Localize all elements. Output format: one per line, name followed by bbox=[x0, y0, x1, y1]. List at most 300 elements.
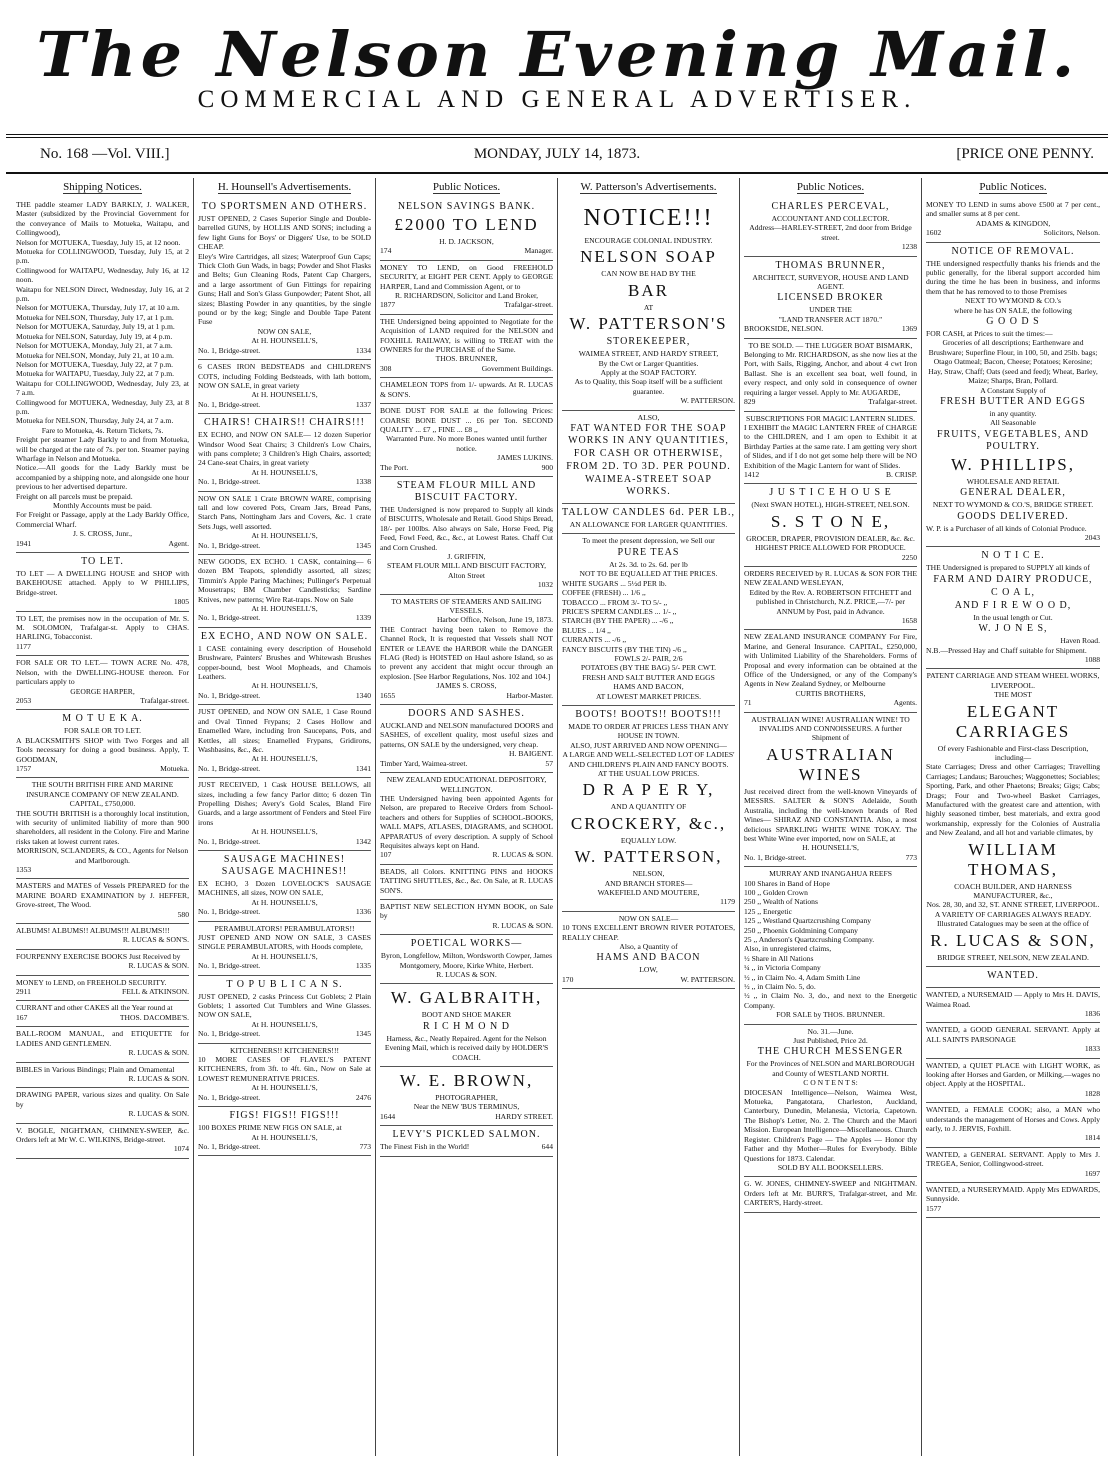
section-wanted bbox=[926, 967, 1100, 988]
ad-hymn-book bbox=[380, 900, 553, 935]
ad-subheading: ARCHITECT, SURVEYOR, HOUSE AND LAND AGENT. bbox=[752, 272, 909, 292]
ad-signature: At H. HOUNSELL'S, bbox=[251, 467, 318, 477]
sailing: Waitapu for COLLINGWOOD, Wednesday, July 23, at 7 a.m. bbox=[16, 378, 189, 398]
ad-footer: 174 Manager. bbox=[380, 246, 553, 256]
ad-wanted bbox=[926, 1148, 1100, 1183]
ad-number: 1697 bbox=[1084, 1168, 1100, 1178]
ad-drawing-paper bbox=[16, 1088, 189, 1123]
ad-signature: W. PATTERSON. bbox=[680, 396, 735, 406]
column-heading: Public Notices. bbox=[796, 181, 865, 193]
ad-notice-of-removal bbox=[926, 243, 1100, 548]
ad-text: AN ALLOWANCE FOR LARGER QUANTITIES. bbox=[569, 520, 728, 530]
ad-text: NOW ON SALE, bbox=[257, 326, 312, 336]
ad-signature: H. BAIGENT. bbox=[509, 749, 553, 759]
ad-text: Freight per steamer Lady Barkly to and from Motueka, will be charged at the rate of 7s. per ton. Steamer paying Wharfage in Nelson and Motueka. bbox=[16, 435, 189, 463]
section-heading: CHAIRS! CHAIRS!! CHAIRS!!! bbox=[203, 417, 365, 429]
ad-footer: 1757 Motueka. bbox=[16, 763, 189, 773]
price-item: STARCH (BY THE PAPER) ... -/6 ,, bbox=[562, 616, 674, 626]
ad-footer: No. 1, Bridge-street. 1338 bbox=[198, 477, 371, 487]
ad-bedsteads bbox=[198, 360, 371, 414]
ad-text: 10 TONS EXCELLENT BROWN RIVER POTATOES, REALLY CHEAP. bbox=[562, 923, 735, 942]
ad-text: WANTED, a QUIET PLACE with LIGHT WORK, as looking after Horses and Garden, or Milking,—wages no object. Apply at the HOSPITAL. bbox=[926, 1060, 1100, 1089]
section-heading: HAMS AND BACON bbox=[596, 952, 701, 964]
ad-text: THE Undersigned is prepared to SUPPLY all kinds of bbox=[926, 563, 1090, 573]
ad-text: NOW ON SALE— bbox=[618, 913, 679, 923]
ad-adams-kingdon bbox=[926, 198, 1100, 243]
ad-display-text: W. E. BROWN, bbox=[399, 1071, 534, 1091]
ad-wanted bbox=[926, 1059, 1100, 1104]
ad-footer: 1412 B. CRISP. bbox=[744, 469, 917, 479]
sailing: Collingwood for WAITAPU, Wednesday, July 16, at 12 noon. bbox=[16, 265, 189, 285]
ad-subheading: BOOT AND SHOE MAKER bbox=[421, 1010, 512, 1020]
ad-signature: At H. HOUNSELL'S, bbox=[251, 604, 318, 614]
ad-murray-reefs bbox=[744, 867, 917, 1025]
ad-footer: The Port. 900 bbox=[380, 462, 553, 472]
ad-text: where he has ON SALE, the following bbox=[954, 305, 1072, 315]
ad-footer: 2911 FELL & ATKINSON. bbox=[16, 987, 189, 997]
sailing: Nelson for MOTUEKA, Monday, July 21, at 7 a.m. bbox=[16, 341, 173, 351]
ad-display-text: S. S T O N E, bbox=[770, 511, 891, 531]
price-item: COFFEE (FRESH) ... 1/6 ,, bbox=[562, 588, 646, 598]
price-item: FRESH AND SALT BUTTER AND EGGS bbox=[582, 672, 715, 682]
ad-text: By the Cwt or Larger Quantities. bbox=[598, 358, 699, 368]
ad-text: WHOLESALE AND RETAIL bbox=[966, 476, 1060, 486]
ad-text: Groceries of all descriptions; Earthenware and Brushware; Superfine Flour, in 100, 50, and 25lb. bags; Otago Oatmeal; Bacon, Cheese; Potatoes; Kerosine; Hay, Straw, Chaff; Oats (seed and feed); Wheat, Barley, Maize; Sharps, Bran, Pollard. bbox=[928, 338, 1098, 386]
sailing: Nelson for MOTUEKA, Tuesday, July 22, at 7 p.m. bbox=[16, 359, 174, 369]
ad-number: 1833 bbox=[1084, 1044, 1100, 1054]
share-item: ½ Share in All Nations bbox=[744, 953, 814, 963]
ad-footer: 1941 Agent. bbox=[16, 538, 189, 548]
ad-footer: No. 1, Bridge-street. 773 bbox=[198, 1141, 371, 1151]
ad-text: BALL-ROOM MANUAL, and ETIQUETTE for LADIES AND GENTLEMEN. bbox=[16, 1029, 189, 1048]
ad-display-text: CROCKERY, &c., bbox=[570, 813, 727, 833]
ad-text: JUST OPENED AND NOW ON SALE, 3 CASES SINGLE PERAMBULATORS, with Hoods complete, bbox=[198, 933, 371, 952]
ad-potatoes bbox=[562, 912, 735, 989]
ad-text: UNDER THE bbox=[809, 305, 852, 315]
column-heading: Public Notices. bbox=[432, 181, 501, 193]
ad-text: All Seasonable bbox=[990, 418, 1036, 428]
section-heading: FROM 2D. TO 3D. PER POUND. bbox=[566, 461, 731, 473]
ad-signature: MORRISON, SCLANDERS, & CO., Agents for Nelson and Marlborough. bbox=[16, 846, 189, 865]
ad-number: 1836 bbox=[1084, 1008, 1100, 1018]
ad-text: 10 MORE CASES OF FLAVEL'S PATENT KITCHENERS, from 3ft. to 4ft. 6in., Now on Sale at LOWEST REMUNERATIVE PRICES. bbox=[198, 1055, 371, 1083]
ad-signature: At H. HOUNSELL'S, bbox=[251, 1019, 318, 1029]
section-heading: TO SPORTSMEN AND OTHERS. bbox=[201, 201, 368, 212]
ad-subheading: COACH BUILDER, AND HARNESS MANUFACTURER, &c., bbox=[954, 881, 1072, 901]
ad-footer: 1602 Solicitors, Nelson. bbox=[926, 228, 1100, 238]
ad-wanted bbox=[926, 988, 1100, 1023]
ad-display-text: W. PHILLIPS, bbox=[951, 454, 1075, 474]
ad-display-text: D R A P E R Y, bbox=[582, 780, 715, 800]
ad-text: ORDERS RECEIVED by R. LUCAS & SON FOR THE NEW ZEALAND WESLEYAN, bbox=[744, 568, 917, 588]
ad-signature: At H. HOUNSELL'S, bbox=[251, 897, 318, 907]
ad-subheading: KITCHENERS!! KITCHENERS!!! bbox=[229, 1045, 340, 1055]
ad-text: Address—HARLEY-STREET, 2nd door from Bridge street. bbox=[749, 223, 912, 242]
ad-text: NOW ON SALE 1 Crate BROWN WARE, comprising tall and low covered Pots, Cream Jars, Bread Pans, Starch Pans, Nottingham Jars and Covers, &c. 1 crate Sets Jugs, well assorted. bbox=[198, 493, 371, 531]
ad-text: WANTED, a GENERAL SERVANT. Apply to Mrs J. TREGEA, Senior, Collingwood-street. bbox=[926, 1149, 1100, 1169]
column-public-notices-1 bbox=[376, 178, 558, 1456]
share-item: 125 ,, Westland Quartzcrushing Company bbox=[744, 916, 872, 926]
share-item: ½ ,, in Claim No. 3, do., and next to the Energetic Company. bbox=[744, 991, 917, 1010]
ad-text: MONEY TO LEND in sums above £500 at 7 per cent., and smaller sums at 8 per cent. bbox=[926, 200, 1100, 219]
ad-text: G. W. JONES, CHIMNEY-SWEEP and NIGHTMAN. Orders left at Mr. BURR'S, Trafalgar-street, and Mr. CARTER'S, Hardy-street. bbox=[744, 1179, 917, 1208]
ad-lady-barkly bbox=[16, 198, 189, 553]
ad-text: I EXHIBIT the MAGIC LANTERN FREE of CHARGE to the CHILDREN, and I am open to Exhibit it at Birthday Parties at the same rate. I am getting very short of Slides, and if I do not get some help there will be NO Exhibition of the Magic Lantern for want of Slides. bbox=[744, 422, 917, 470]
ad-footer: 71 Agents. bbox=[744, 698, 917, 708]
ad-railway-land bbox=[380, 315, 553, 378]
ad-signature: CURTIS BROTHERS, bbox=[795, 688, 866, 698]
dateline bbox=[12, 146, 1102, 164]
ad-text: THE Contract having been taken to Remove the Channel Rock, It is requested that Vessels shall NOT ENTER or LEAVE the HARBOR while the DANGER FLAG (Red) is HOISTED on Haul ashore Island, so as to prevent any accident that might occur through an explosion. [See Harbor Regulations, Nos. 102 and 104.] bbox=[380, 624, 553, 681]
ad-signature: ADAMS & KINGDON, bbox=[975, 218, 1051, 228]
ad-text: 6 CASES IRON BEDSTEADS and CHILDREN'S COTS, including Folding Bedsteads, with lath bottom, NOW ON SALE, in great variety bbox=[198, 362, 371, 390]
ad-town-acre bbox=[16, 656, 189, 710]
section-heading: FRUITS, VEGETABLES, AND POULTRY. bbox=[936, 428, 1090, 452]
ad-signature: JAMES S. CROSS, bbox=[436, 681, 497, 691]
ad-currant-cakes bbox=[16, 1001, 189, 1027]
ad-masters-mates bbox=[16, 879, 189, 924]
ad-text: THE SOUTH BRITISH is a thoroughly local institution, with security of unlimited liability of more than 900 shareholders, all resident in the Colony. Fire and Marine risks taken at lowest current rates. bbox=[16, 808, 189, 846]
newspaper-subtitle: COMMERCIAL AND GENERAL ADVERTISER. bbox=[197, 86, 917, 113]
ad-subheading: TO MASTERS OF STEAMERS AND SAILING VESSELS. bbox=[391, 596, 542, 615]
ad-display-text: BAR bbox=[628, 280, 669, 300]
section-heading: NOTICE OF REMOVAL. bbox=[951, 245, 1075, 257]
ad-justice-house bbox=[744, 484, 917, 567]
section-heading: TO LET. bbox=[81, 556, 124, 568]
section-heading: LICENSED BROKER bbox=[777, 292, 884, 304]
section-heading: NELSON SAVINGS BANK. bbox=[397, 201, 536, 212]
ad-signature: JAMES LUKINS. bbox=[497, 453, 553, 463]
ad-bellows bbox=[198, 778, 371, 851]
ad-magic-lantern bbox=[744, 412, 917, 485]
ad-signature: R. LUCAS & SON'S. bbox=[122, 935, 189, 945]
ad-number: 1088 bbox=[1084, 654, 1100, 664]
section-heading: FAT WANTED FOR THE SOAP WORKS IN ANY QUANTITIES, bbox=[568, 423, 729, 447]
share-item: Also, in unregistered claims, bbox=[744, 944, 832, 954]
ad-footer: 1655 Harbor-Master. bbox=[380, 690, 553, 700]
ad-subheading: MURRAY AND INANGAHUA REEFS bbox=[769, 869, 892, 879]
ad-text: Haven Road. bbox=[1060, 636, 1100, 646]
section-heading: THE CHURCH MESSENGER bbox=[757, 1046, 904, 1058]
ad-text: BONE DUST FOR SALE at the following Prices: COARSE BONE DUST ... £6 per Ton. SECOND QUALITY ... £7 ,, FINE ... £8 ,, bbox=[380, 406, 553, 434]
ad-kitcheners bbox=[198, 1044, 371, 1107]
share-item: ½ ,, in Claim No. 5, do. bbox=[744, 982, 816, 991]
ad-text: EQUALLY LOW. bbox=[620, 835, 677, 845]
ad-text: No. 31.—June. bbox=[807, 1026, 854, 1036]
ad-text: FOURPENNY EXERCISE BOOKS Just Received by bbox=[16, 951, 181, 961]
ad-footer: No. 1, Bridge-street. 1337 bbox=[198, 399, 371, 409]
ad-footer: No. 1, Bridge-street. 1345 bbox=[198, 540, 371, 550]
ad-footer: 1644 HARDY STREET. bbox=[380, 1111, 553, 1121]
ad-footer: No. 1, Bridge-street. 1340 bbox=[198, 690, 371, 700]
ad-subheading: SUBSCRIPTIONS FOR MAGIC LANTERN SLIDES. bbox=[746, 413, 915, 423]
ad-fat-wanted bbox=[562, 411, 735, 504]
ad-galbraith bbox=[380, 984, 553, 1067]
ad-text: NELSON, bbox=[632, 869, 665, 879]
ad-text: BRIDGE STREET, NELSON, NEW ZEALAND. bbox=[937, 952, 1089, 962]
price-item: POTATOES (BY THE BAG) 5/- PER CWT. bbox=[580, 663, 717, 673]
ad-text: LOW, bbox=[639, 965, 658, 975]
ad-text: SOLD BY ALL BOOKSELLERS. bbox=[777, 1162, 884, 1172]
title-word-2: Nelson bbox=[216, 18, 495, 91]
ad-text: ALSO, JUST ARRIVED AND NOW OPENING— bbox=[570, 740, 727, 750]
section-heading: T O P U B L I C A N S. bbox=[226, 978, 343, 990]
ad-number: 1814 bbox=[1084, 1133, 1100, 1143]
section-heading: LEVY'S PICKLED SALMON. bbox=[392, 1129, 541, 1141]
ad-text: Harness, &c., Neatly Repaired. Agent for the Nelson Evening Mail, which is received daily by HOLDER'S COACH. bbox=[384, 1033, 549, 1062]
ad-text: AT THE USUAL LOW PRICES. bbox=[597, 769, 700, 778]
fare: Fare to Motueka, 4s. Return Tickets, 7s. bbox=[41, 425, 164, 435]
ad-jones-produce bbox=[926, 547, 1100, 669]
column-public-notices-2 bbox=[740, 178, 922, 1456]
ad-number: 1828 bbox=[1084, 1088, 1100, 1098]
column-hounsell bbox=[194, 178, 376, 1456]
ad-text: NEXT TO WYMOND & CO.'s bbox=[965, 296, 1061, 306]
ad-bone-dust bbox=[380, 404, 553, 477]
ad-signature: At H. HOUNSELL'S, bbox=[251, 1132, 318, 1142]
price-item: HAMS AND BACON, bbox=[613, 682, 684, 692]
ad-text: EX ECHO, 3 Dozen LOVELOCK'S SAUSAGE MACHINES, all sizes, NOW ON SALE, bbox=[198, 878, 371, 898]
ad-brown-photographer bbox=[380, 1067, 553, 1126]
ad-footer: 107 R. LUCAS & SON. bbox=[380, 850, 553, 860]
title-word-4: Mail. bbox=[871, 18, 1079, 91]
ad-signature: At H. HOUNSELL'S, bbox=[251, 531, 318, 541]
section-heading: EX ECHO, AND NOW ON SALE. bbox=[200, 630, 369, 642]
ad-brunner-architect bbox=[744, 257, 917, 339]
ad-footer: BROOKSIDE, NELSON. 1369 bbox=[744, 324, 917, 334]
ad-footer: No. 1, Bridge-street. 1345 bbox=[198, 1029, 371, 1039]
ad-text: Freight on all parcels must be prepaid. bbox=[16, 491, 133, 501]
ad-text: CAN NOW BE HAD BY THE bbox=[601, 269, 696, 279]
masthead-rule bbox=[6, 134, 1108, 138]
price-item: WHITE SUGARS ... 5½d PER lb. bbox=[562, 578, 667, 588]
ad-signature: At H. HOUNSELL'S, bbox=[251, 390, 318, 400]
ad-text: EX ECHO, and NOW ON SALE— 12 dozen Superior Windsor Wood Seat Chairs; 3 Children's Low Chairs, with pans complete; 3 Children's High Chairs, assorted; 24 Cane-seat Chairs, in great variety bbox=[198, 430, 371, 468]
ad-number: 1805 bbox=[173, 597, 189, 607]
ad-perambulators bbox=[198, 922, 371, 976]
ad-text: MONEY TO LEND, on Good FREEHOLD SECURITY, at EIGHT PER CENT. Apply to GEORGE HARPER, Land and Commission Agent, or to bbox=[380, 262, 553, 291]
column-public-notices-3 bbox=[922, 178, 1104, 1456]
price-item: FOWLS 2/- PAIR, 2/6 bbox=[614, 653, 683, 663]
ad-text: WAKEFIELD AND MOUTERE, bbox=[597, 888, 700, 898]
section-heading: POETICAL WORKS— bbox=[410, 938, 523, 950]
ad-text: 100 BOXES PRIME NEW FIGS ON SALE, at bbox=[198, 1123, 342, 1133]
ad-text: (Next SWAN HOTEL), HIGH-STREET, NELSON. bbox=[751, 500, 910, 510]
ad-text: TO LET, the premises now in the occupation of Mr. S. M. SOLOMON, Trafalgar-st. Apply to CHAS. HARLING, Tobacconist. bbox=[16, 613, 189, 642]
ad-text: THE MOST bbox=[994, 690, 1032, 700]
ad-steam-flour-mill bbox=[380, 477, 553, 595]
section-heading: WAIMEA-STREET SOAP WORKS. bbox=[585, 474, 712, 498]
ad-australian-wines bbox=[744, 713, 917, 867]
ad-display-text: W. PATTERSON, bbox=[574, 847, 723, 867]
ad-display-text: NELSON SOAP bbox=[580, 247, 717, 267]
ad-signature: At H. HOUNSELL'S, bbox=[251, 951, 318, 961]
ad-text: HIGHEST PRICE ALLOWED FOR PRODUCE. bbox=[755, 543, 906, 553]
ad-bibles bbox=[16, 1063, 189, 1089]
ad-footer: No. 1, Bridge-street. 1336 bbox=[198, 907, 371, 917]
ad-publicans bbox=[198, 976, 371, 1044]
ad-text: WAIMEA STREET, AND HARDY STREET, bbox=[578, 349, 719, 359]
ad-signature: H. D. JACKSON, bbox=[439, 237, 494, 246]
ad-signature: GEORGE HARPER, bbox=[70, 686, 135, 696]
ad-text: JUST OPENED, and NOW ON SALE, 1 Case Round and Oval Tinned Frypans; 2 Cases Hollow and Enamelled Ware, including Iron Saucepans, Pots, and Kettles, all sizes; Enamelled Frypans, Gridirons, Washbasins, &c., &c. bbox=[198, 707, 371, 754]
ad-number: 2043 bbox=[1084, 532, 1100, 542]
newspaper-title bbox=[36, 18, 1079, 91]
section-heading: FOR CASH OR OTHERWISE, bbox=[573, 448, 724, 460]
ad-text: THE Undersigned is now prepared to Supply all kinds of BISCUITS, Wholesale and Retail. Good Ships Bread, 18/- per 100lbs. Also always on Sale, Horse Feed, Pig Feed, Fowl Feed, &c., &c., at Lowest Rates. Chaff Cut and Corn Crushed. bbox=[380, 504, 553, 552]
share-item: ½ ,, in Claim No. 4, Adam Smith Line bbox=[744, 972, 861, 982]
share-item: 25 ,, Anderson's Quartzcrushing Company. bbox=[744, 934, 875, 944]
section-heading: GENERAL DEALER, bbox=[960, 487, 1066, 499]
ad-church-messenger bbox=[744, 1025, 917, 1178]
ad-ballroom-manual bbox=[16, 1027, 189, 1062]
ad-footer: 2053 Trafalgar-street. bbox=[16, 695, 189, 705]
ad-signature: At H. HOUNSELL'S, bbox=[251, 1083, 318, 1093]
ad-subheading: TO BE SOLD. — THE LUGGER BOAT BISMARK, bbox=[748, 340, 913, 350]
column-heading: H. Hounsell's Advertisements. bbox=[217, 181, 352, 193]
ad-harbor-notice bbox=[380, 595, 553, 705]
ad-footer: The Finest Fish in the World! 644 bbox=[380, 1142, 553, 1152]
ad-number: 2250 bbox=[901, 552, 917, 562]
ad-exercise-books bbox=[16, 950, 189, 976]
section-heading: TALLOW CANDLES 6d. PER LB., bbox=[562, 507, 735, 519]
title-word-3: Evening bbox=[520, 18, 844, 91]
price-item: CURRANTS ... -/6 ,, bbox=[562, 635, 627, 645]
ad-text: THE undersigned respectfully thanks his friends and the public generally, for the liberal support accorded him during the time he has been in business, and informs them that he has removed to to those Premises bbox=[926, 258, 1100, 296]
ad-text: MONEY to LEND, on FREEHOLD SECURITY. bbox=[16, 977, 167, 987]
ad-text: NEW ZEALAND INSURANCE COMPANY For Fire, Marine, and General Insurance. CAPITAL, £250,000, with Unlimited Liability of the Shareholders. Forms of Proposal and every information can be obtained at the Office of the Undersigned, or any of the Company's Agents in New Zealand Sydney, or Melbourne bbox=[744, 632, 917, 689]
ad-display-text: W. GALBRAITH, bbox=[390, 988, 543, 1008]
ad-chairs bbox=[198, 414, 371, 491]
section-heading: STOREKEEPER, bbox=[606, 336, 691, 348]
ad-boots bbox=[562, 706, 735, 912]
columns bbox=[12, 178, 1108, 1456]
ad-text: WANTED, a NURSEMAID — Apply to Mrs H. DAVIS, Waimea Road. bbox=[926, 990, 1100, 1009]
column-heading: Public Notices. bbox=[979, 181, 1047, 193]
ad-text: NEW GOODS, EX ECHO. 1 CASK, containing— 6 dozen BM Teapots, splendidly assorted, all sizes; Timmin's Apple Paring Machines; Pullinger's Perpetual Mousetraps; BM Chamber Candlesticks; Sardine Knives, new patterns; Wire Rat-traps. Now on Sale bbox=[198, 557, 371, 604]
ad-text: MADE TO ORDER AT PRICES LESS THAN ANY HOUSE IN TOWN. bbox=[568, 721, 729, 741]
ad-footer: No. 1, Bridge-street. 1342 bbox=[198, 836, 371, 846]
ad-text: Just Published, Price 2d. bbox=[793, 1036, 868, 1046]
ad-text: As to Quality, this Soap itself will be a sufficient guarantee. bbox=[574, 377, 723, 396]
section-heading: FARM AND DAIRY PRODUCE, bbox=[933, 573, 1093, 585]
ad-footer: Timber Yard, Waimea-street. 57 bbox=[380, 758, 553, 768]
ad-subheading: CAPITAL, £750,000. bbox=[69, 799, 136, 809]
ad-display-text: W. PATTERSON'S bbox=[569, 314, 728, 334]
ad-signature: J. GRIFFIN, bbox=[447, 551, 486, 561]
ad-text: WANTED, a FEMALE COOK; also, a MAN who understands the management of Horses and Cows. Apply early, to J. JERVIS, Foxhill. bbox=[926, 1105, 1100, 1133]
ad-text: Harbor Office, Nelson, June 19, 1873. bbox=[436, 615, 553, 625]
ad-text: TO LET — A DWELLING HOUSE and SHOP with BAKEHOUSE attached. Apply to W PHILLIPS, Bridge-street. bbox=[16, 569, 189, 597]
ad-display-text: R. LUCAS & SON, bbox=[930, 930, 1096, 950]
ad-signature: R. LUCAS & SON. bbox=[436, 970, 497, 979]
ad-subheading: PERAMBULATORS! PERAMBULATORS!! bbox=[214, 923, 355, 933]
ad-display-text: NOTICE!!! bbox=[583, 205, 714, 231]
ad-signature: R. LUCAS & SON. bbox=[128, 1109, 189, 1119]
ad-text: WANTED, a NURSERYMAID. Apply Mrs EDWARDS, Sunnyside. bbox=[926, 1185, 1100, 1204]
ad-signature: R. LUCAS & SON. bbox=[128, 1048, 189, 1058]
ad-display-text: AUSTRALIAN WINES bbox=[766, 744, 895, 784]
ad-poetical-works bbox=[380, 935, 553, 984]
ad-wanted bbox=[926, 1103, 1100, 1148]
ad-footer: No. 1, Bridge-street. 1335 bbox=[198, 961, 371, 971]
ad-text: N.B.—Pressed Hay and Chaff suitable for Shipment. bbox=[926, 645, 1087, 655]
section-heading: AND F I R E W O O D, bbox=[954, 599, 1072, 611]
ad-text: THE Undersigned being appointed to Negotiate for the Acquisition of LAND required for the NELSON and FOXHILL RAILWAY, is willing to TREAT with the OWNERS for the PURCHASE of the Same. bbox=[380, 316, 553, 355]
ad-subheading: ENCOURAGE COLONIAL INDUSTRY. bbox=[584, 236, 713, 245]
ad-subheading: PATENT CARRIAGE AND STEAM WHEEL WORKS, LIVERPOOL. bbox=[926, 671, 1100, 690]
ad-text: A VARIETY OF CARRIAGES ALWAYS READY. bbox=[934, 909, 1092, 919]
section-heading: N O T I C E. bbox=[981, 550, 1045, 562]
ad-savings-bank bbox=[380, 198, 553, 261]
ad-number: 1074 bbox=[173, 1144, 189, 1154]
ad-text: THE paddle steamer LADY BARKLY, J. WALKER, Master (subsidized by the Provincial Government for the conveyance of Mails to Motueka, Waitapu, and Collingwood), bbox=[16, 200, 189, 238]
ad-subheading: FOR SALE OR TO LET. bbox=[64, 726, 141, 736]
column-patterson bbox=[558, 178, 740, 1456]
section-heading: PURE TEAS bbox=[617, 546, 680, 558]
section-heading: BOOTS! BOOTS!! BOOTS!!! bbox=[575, 708, 722, 720]
ad-text: AT bbox=[643, 302, 654, 312]
ad-educational-depository bbox=[380, 773, 553, 865]
ad-text: WANTED, a GOOD GENERAL SERVANT. Apply at ALL SAINTS PARSONAGE bbox=[926, 1025, 1100, 1044]
ad-text: DRAWING PAPER, various sizes and quality. On Sale by bbox=[16, 1090, 189, 1109]
ad-display-text: WILLIAM THOMAS, bbox=[967, 839, 1059, 879]
ad-south-british bbox=[16, 778, 189, 879]
ad-number: 1177 bbox=[16, 641, 31, 651]
ad-footer: 308 Government Buildings. bbox=[380, 363, 553, 373]
ad-text: ALBUMS! ALBUMS!! ALBUMS!!! ALBUMS!!! bbox=[16, 926, 170, 936]
ad-footer: No. 1, Bridge-street. 773 bbox=[744, 852, 917, 862]
ad-text: JUST OPENED, 2 Cases Superior Single and Double-barrelled GUNS, by HOLLIS AND SONS; including a few light Guns for Boys' or Diggers' Use, to be SOLD CHEAP. bbox=[198, 214, 371, 252]
ad-subheading: NEW ZEALAND EDUCATIONAL DEPOSITORY, WELLINGTON. bbox=[386, 775, 547, 794]
ad-nelson-soap bbox=[562, 198, 735, 411]
ad-signature: R. LUCAS & SON. bbox=[492, 920, 553, 930]
ad-text: CURRANT and other CAKES all the Year round at bbox=[16, 1003, 173, 1013]
ad-albums bbox=[16, 924, 189, 950]
ad-price-list bbox=[562, 534, 735, 706]
ad-footer: No. 1, Bridge-street. 1334 bbox=[198, 345, 371, 355]
price-item: PRICE'S SPERM CANDLES ... 1/- ,, bbox=[562, 606, 677, 616]
ad-motueka-smithy bbox=[16, 710, 189, 778]
sailing: Motueka for NELSON, Saturday, July 19, at 4 p.m. bbox=[16, 331, 173, 341]
ad-text: NOT TO BE EQUALLED AT THE PRICES. bbox=[579, 569, 718, 579]
ad-text: AND BRANCH STORES— bbox=[604, 878, 693, 888]
ad-footer: 167 THOS. DACOMBE'S. bbox=[16, 1012, 189, 1022]
ad-text: Of every Fashionable and First-class Description, including— bbox=[937, 743, 1089, 762]
section-heading: J U S T I C E H O U S E bbox=[769, 487, 892, 499]
ad-text: AUCKLAND and NELSON manufactured DOORS and SASHES, of excellent quality, most useful sizes and patterns, ON SALE by the undersigned, very cheap. bbox=[380, 721, 553, 749]
ad-signature: R. LUCAS & SON. bbox=[128, 1073, 189, 1083]
ad-money-freehold bbox=[16, 976, 189, 1002]
ad-number: 1353 bbox=[16, 865, 32, 874]
share-item: 100 ,, Golden Crown bbox=[744, 887, 808, 897]
ad-bogle-sweep bbox=[16, 1124, 189, 1159]
ad-text: FOR CASH, at Prices to suit the times:— bbox=[926, 329, 1053, 339]
ad-footer: No. 1, Bridge-street. 1339 bbox=[198, 613, 371, 623]
ad-text: Eley's Wire Cartridges, all sizes; Waterproof Gun Caps; Thick Cloth Gun Wads, in bags; Powder and Shot Flasks and Belts; Gun Cleaning Rods, Patent Cap Chargers, and a large assortment of Gun Fittings for repairing Guns; Hall and Son's Glass Gunpowder; Patent Shot, all sizes; Blasting Powder in any quantities, by the single pound or by the keg; Single and Double Tape Patent Fuse bbox=[198, 251, 371, 327]
column-heading: W. Patterson's Advertisements. bbox=[580, 181, 717, 193]
ad-text: NEXT TO WYMOND & CO.'S, BRIDGE STREET. bbox=[932, 500, 1094, 510]
section-to-let bbox=[16, 553, 189, 612]
ad-frypans bbox=[198, 705, 371, 778]
share-item: 100 Shares in Band of Hope bbox=[744, 878, 830, 888]
ad-text: V. BOGLE, NIGHTMAN, CHIMNEY-SWEEP, &c. Orders left at Mr W. C. WILKINS, Bridge-street. bbox=[16, 1125, 189, 1144]
ad-text: AND A QUANTITY OF bbox=[610, 802, 687, 812]
ad-number: 1032 bbox=[537, 580, 553, 590]
sailing: Motueka for NELSON, Thursday, July 24, at 7 a.m. bbox=[16, 416, 174, 426]
ad-text: STEAM FLOUR MILL AND BISCUIT FACTORY, Alton Street bbox=[386, 561, 547, 580]
ad-nz-wesleyan bbox=[744, 567, 917, 630]
